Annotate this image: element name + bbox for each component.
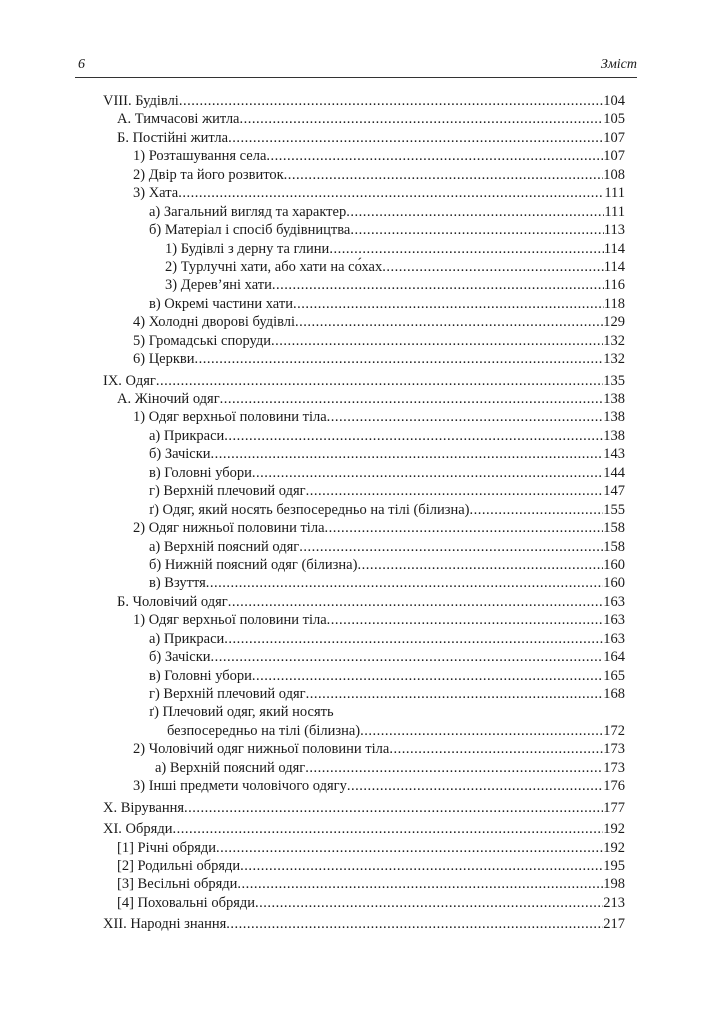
toc-entry	[103, 777, 625, 795]
toc-entry-label: а) Прикраси	[149, 427, 225, 444]
toc-entry-label: б) Нижній поясний одяг (білизна)	[149, 556, 358, 573]
toc-entry	[103, 332, 625, 350]
toc-entry-label: 1) Будівлі з дерну та глини	[165, 240, 330, 257]
toc-entry-label: Б. Постійні житла	[117, 129, 229, 146]
toc-entry-label: 4) Холодні дворові будівлі	[133, 314, 296, 331]
toc-entry-page: 108	[603, 166, 625, 183]
toc-entry	[103, 166, 625, 184]
toc-entry-label: XI. Обряди	[103, 821, 173, 838]
toc-entry-page: 129	[603, 314, 625, 331]
toc-entry-label: б) Зачіски	[149, 446, 211, 463]
toc-entry	[103, 276, 625, 294]
toc-entry	[103, 110, 625, 128]
toc-entry-page: 135	[603, 372, 625, 389]
dot-leader	[211, 445, 604, 463]
toc-entry-label: в) Головні убори	[149, 464, 252, 481]
header-title: Зміст	[600, 57, 637, 72]
toc-entry-page: 165	[603, 667, 625, 684]
toc-entry-page: 114	[603, 258, 625, 275]
page-number: 6	[78, 57, 85, 72]
dot-leader	[389, 740, 603, 758]
toc-entry-label: 2) Чоловічий одяг нижньої половини тіла	[133, 741, 390, 758]
toc-entry	[103, 839, 625, 857]
toc-entry-label: 1) Розташування села	[133, 148, 267, 165]
dot-leader	[266, 147, 603, 165]
table-of-contents	[103, 92, 625, 934]
dot-leader	[327, 611, 604, 629]
dot-leader	[178, 184, 604, 202]
toc-entry-label: б) Зачіски	[149, 649, 211, 666]
toc-entry-label: в) Окремі частини хати	[149, 295, 293, 312]
toc-entry-label: [2] Родильні обряди	[117, 857, 241, 874]
toc-entry-page: 132	[603, 351, 625, 368]
toc-entry-page: 111	[604, 203, 625, 220]
dot-leader	[226, 915, 603, 933]
toc-entry-page: 111	[604, 185, 625, 202]
toc-entry-page: 144	[603, 464, 625, 481]
toc-entry-page: 113	[603, 222, 625, 239]
toc-entry-page: 173	[603, 741, 625, 758]
toc-entry-page: 158	[603, 520, 625, 537]
toc-entry-page: 147	[603, 483, 625, 500]
toc-entry	[103, 129, 625, 147]
toc-entry	[103, 221, 625, 239]
dot-leader	[299, 538, 603, 556]
toc-entry	[103, 667, 625, 685]
toc-entry-page: 116	[603, 277, 625, 294]
toc-entry-page: 164	[603, 649, 625, 666]
toc-entry-label: [3] Весільні обряди	[117, 876, 238, 893]
toc-entry-label: 3) Дерев’яні хати	[165, 277, 272, 294]
toc-entry-page: 138	[603, 409, 625, 426]
dot-leader	[252, 667, 603, 685]
dot-leader	[357, 556, 603, 574]
dot-leader	[306, 482, 604, 500]
toc-entry	[103, 630, 625, 648]
toc-entry-page: 118	[603, 295, 625, 312]
toc-entry	[103, 519, 625, 537]
dot-leader	[184, 799, 603, 817]
toc-entry-page: 163	[603, 593, 625, 610]
toc-entry	[103, 464, 625, 482]
toc-entry-page: 138	[603, 391, 625, 407]
toc-entry-label: [4] Поховальні обряди	[117, 894, 256, 911]
toc-entry-page: 107	[603, 129, 625, 146]
dot-leader	[346, 203, 604, 221]
toc-entry-label: ґ) Плечовий одяг, який носять	[149, 704, 334, 721]
toc-entry	[103, 501, 625, 519]
toc-entry-page: 160	[603, 575, 625, 592]
dot-leader	[240, 857, 603, 875]
toc-entry-label: 2) Одяг нижньої половини тіла	[133, 520, 325, 537]
toc-entry-page: 107	[603, 148, 625, 165]
dot-leader	[360, 722, 603, 740]
toc-entry-page: 158	[603, 538, 625, 555]
toc-entry-label: 5) Громадські споруди	[133, 332, 272, 349]
toc-entry-label: XII. Народні знання	[103, 916, 227, 933]
toc-entry	[103, 799, 625, 817]
toc-entry-page: 143	[603, 446, 625, 463]
toc-entry	[103, 648, 625, 666]
toc-entry-label: 2) Двір та його розвиток	[133, 166, 284, 183]
toc-entry	[103, 390, 625, 408]
toc-entry-page: 192	[603, 839, 625, 856]
toc-entry-label: а) Прикраси	[149, 630, 225, 647]
dot-leader	[206, 574, 603, 592]
toc-entry	[103, 350, 625, 368]
toc-entry	[103, 759, 625, 777]
toc-entry-page: 105	[603, 111, 625, 128]
dot-leader	[255, 894, 603, 912]
toc-entry	[103, 740, 625, 758]
dot-leader	[237, 875, 603, 893]
dot-leader	[306, 685, 604, 703]
toc-entry-label: ґ) Одяг, який носять безпосередньо на тілі (білизна)	[149, 501, 470, 518]
toc-entry-page: 132	[603, 332, 625, 349]
toc-entry-label: в) Головні убори	[149, 667, 252, 684]
toc-entry	[103, 894, 625, 912]
toc-entry-label: г) Верхній плечовий одяг	[149, 483, 306, 500]
dot-leader	[325, 519, 604, 537]
toc-entry-page: 172	[603, 722, 625, 739]
toc-entry-page: 163	[603, 612, 625, 629]
toc-entry-page: 195	[603, 857, 625, 874]
toc-entry	[103, 313, 625, 331]
toc-entry-label: а) Верхній поясний одяг	[155, 759, 306, 776]
toc-entry	[103, 685, 625, 703]
toc-entry	[103, 820, 625, 838]
dot-leader	[329, 240, 603, 258]
toc-entry-label: 3) Інші предмети чоловічого одягу	[133, 778, 347, 795]
toc-entry-page: 163	[603, 630, 625, 647]
dot-leader	[295, 313, 603, 331]
toc-entry	[103, 722, 625, 740]
toc-entry-page: 155	[603, 501, 625, 518]
toc-entry-label: а) Загальний вигляд та характер	[149, 203, 347, 220]
toc-entry	[103, 593, 625, 611]
dot-leader	[305, 759, 603, 777]
toc-entry-page: 160	[603, 556, 625, 573]
dot-leader	[224, 630, 603, 648]
dot-leader	[272, 276, 604, 294]
toc-entry-label: безпосередньо на тілі (білизна)	[167, 722, 361, 739]
dot-leader	[228, 593, 604, 611]
toc-entry-label: X. Вірування	[103, 799, 185, 816]
toc-entry-label: [1] Річні обряди	[117, 839, 217, 856]
toc-entry-label: Б. Чоловічий одяг	[117, 593, 228, 610]
toc-entry-label: б) Матеріал і спосіб будівництва	[149, 222, 351, 239]
toc-entry-label: А. Тимчасові житла	[117, 111, 240, 128]
toc-entry	[103, 703, 625, 721]
toc-entry-label: 6) Церкви	[133, 351, 195, 368]
dot-leader	[240, 110, 604, 128]
dot-leader	[224, 427, 603, 445]
toc-entry	[103, 611, 625, 629]
toc-entry-page: 217	[603, 916, 625, 933]
toc-entry-label: А. Жіночий одяг	[117, 391, 220, 407]
dot-leader	[172, 820, 603, 838]
toc-entry	[103, 258, 625, 276]
toc-entry	[103, 857, 625, 875]
dot-leader	[284, 166, 604, 184]
dot-leader	[220, 390, 604, 408]
dot-leader	[347, 777, 603, 795]
toc-entry	[103, 875, 625, 893]
toc-entry	[103, 372, 625, 390]
toc-entry-label: 1) Одяг верхньої половини тіла	[133, 612, 327, 629]
toc-entry	[103, 445, 625, 463]
dot-leader	[350, 221, 603, 239]
toc-entry-page: 104	[603, 93, 625, 109]
toc-entry-page: 177	[603, 799, 625, 816]
dot-leader	[195, 350, 604, 368]
toc-entry-page: 168	[603, 686, 625, 702]
dot-leader	[293, 295, 604, 313]
dot-leader	[327, 408, 604, 426]
toc-entry	[103, 427, 625, 445]
toc-entry-page: 198	[603, 876, 625, 893]
dot-leader	[228, 129, 603, 147]
toc-entry-label: 1) Одяг верхньої половини тіла	[133, 409, 327, 426]
toc-entry	[103, 538, 625, 556]
toc-entry	[103, 482, 625, 500]
toc-entry-label: 3) Хата	[133, 185, 179, 202]
toc-entry	[103, 184, 625, 202]
dot-leader	[216, 839, 603, 857]
toc-entry-label: VIII. Будівлі	[103, 93, 179, 109]
dot-leader	[469, 501, 603, 519]
toc-entry-page: 138	[603, 427, 625, 444]
dot-leader	[179, 92, 603, 110]
toc-entry-page: 176	[603, 778, 625, 795]
toc-entry	[103, 240, 625, 258]
toc-entry-page: 173	[603, 759, 625, 776]
toc-entry	[103, 203, 625, 221]
toc-entry-label: в) Взуття	[149, 575, 206, 592]
toc-entry-page: 192	[603, 821, 625, 838]
toc-entry	[103, 92, 625, 110]
toc-entry	[103, 574, 625, 592]
toc-entry-page: 114	[603, 240, 625, 257]
dot-leader	[382, 258, 604, 276]
toc-entry	[103, 915, 625, 933]
toc-entry	[103, 147, 625, 165]
toc-entry	[103, 408, 625, 426]
toc-entry-label: г) Верхній плечовий одяг	[149, 686, 306, 702]
toc-entry-label: 2) Турлучні хати, або хати на со́хах	[165, 258, 383, 275]
dot-leader	[252, 464, 603, 482]
toc-entry	[103, 556, 625, 574]
toc-entry-label: а) Верхній поясний одяг	[149, 538, 300, 555]
dot-leader	[211, 648, 604, 666]
toc-entry-page: 213	[603, 894, 625, 911]
running-header	[75, 57, 637, 78]
toc-entry	[103, 295, 625, 313]
dot-leader	[156, 372, 603, 390]
dot-leader	[271, 332, 603, 350]
toc-entry-label: IX. Одяг	[103, 372, 156, 389]
